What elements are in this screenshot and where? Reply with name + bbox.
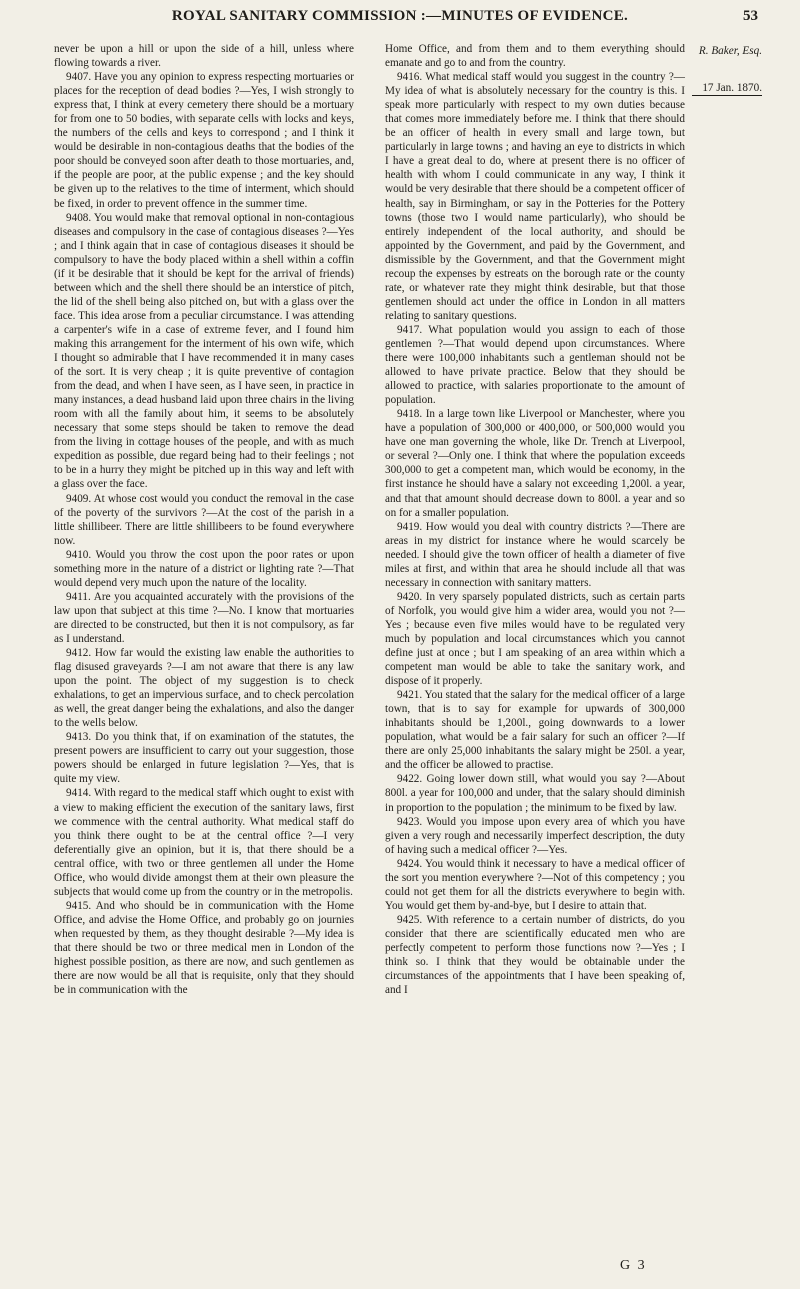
paragraph: 9412. How far would the existing law enable the authorities to flag disused graveyards ?—I am not aware that there is any law upon the point. The object of my suggestion is to check exhalations, to get an impervious surface, and to check percolation as well, the great danger being the exhalations, and also the danger to the wells below.: [54, 647, 354, 730]
witness-margin-note: R. Baker, Esq.: [698, 45, 762, 57]
left-column: [54, 42, 354, 997]
paragraph: 9417. What population would you assign to each of those gentlemen ?—That would depend upon circumstances. Where there were 100,000 inhabitants such a gentleman should not be allowed to have private practice. Below that they should be allowed to practice, with salaries proportionate to the amount of population.: [385, 323, 685, 407]
signature-mark: G 3: [620, 1258, 647, 1273]
paragraph: 9413. Do you think that, if on examination of the statutes, the present powers are insufficient to carry out your suggestion, those powers should be enlarged in future legislation ?—Yes, that is quite my view.: [54, 731, 354, 786]
paragraph: 9418. In a large town like Liverpool or Manchester, where you have a population of 300,000 or 400,000, or 500,000 would you have one man governing the whole, like Dr. Trench at Liverpool, or several ?—Only one. I think that where the population exceeds 300,000 to get a competent man, which would be economy, in the first instance he should have a salary not exceeding 1,200l. a year, and that that amount should decrease down to 800l. a year and so on for a smaller population.: [385, 408, 685, 519]
paragraph: 9409. At whose cost would you conduct the removal in the case of the poverty of the survivors ?—At the cost of the parish in a little shillibeer. There are little shillibeers to be found everywhere now.: [54, 492, 354, 547]
paragraph: 9422. Going lower down still, what would you say ?—About 800l. a year for 100,000 and under, that the salary should diminish in proportion to the population ; the minimum to be fixed by law.: [385, 773, 685, 814]
paragraph: 9414. With regard to the medical staff which ought to exist with a view to making efficient the execution of the sanitary laws, first we commence with the central authority. What medical staff do you think there ought to be at the central office ?—I very deferentially give an opinion, but it is, that there should be a central office, with two or three gentlemen all under the Home Office, who would divide amongst them at their own pleasure the subjects that would come up from the country or in the metropolis.: [54, 787, 354, 898]
paragraph: 9421. You stated that the salary for the medical officer of a large town, that is to say for example for upwards of 300,000 inhabitants should be 1,200l., going downwards to a lower population, what would be a fair salary for such an officer ?—If there are only 25,000 inhabitants the salary might be 250l. a year, and the officer be allowed to practise.: [385, 689, 685, 772]
paragraph: 9415. And who should be in communication with the Home Office, and advise the Home Office, and probably go on journies when requested by them, as they thought desirable ?—My idea is that there should be two or three medical men in London of the highest possible position, as there are now, and such gentlemen as there are now would be all that is requisite, only that they should be in communication with the: [54, 899, 354, 997]
page-header: [0, 6, 800, 36]
paragraph: 9416. What medical staff would you suggest in the country ?—My idea of what is absolutely necessary for the country is this. I speak more particularly with respect to my own duties because that comes more immediately before me. I think that there should be an officer of health in every small and large town, but particularly in large towns ; and having an eye to districts in which I have a great deal to do, where at present there is no officer of health with whom I could communicate in any way, I think it would be very desirable that there should be a competent officer of health, say in Birmingham, or say in the Potteries for the Pottery towns (those two I would name particularly), who should be entirely independent of the local authority, and should be appointed by the Government, and paid by the Government, and dismissible by the Government, and that the Government might recoup the expenses by estreats on the borough rate or the county rate, or whatever rate they might think desirable, but that those gentlemen should act under the office in London in all matters relating to sanitary questions.: [385, 71, 685, 322]
paragraph: 9423. Would you impose upon every area of which you have given a very rough and necessarily imperfect description, the duty of having such a medical officer ?—Yes.: [385, 815, 685, 856]
paragraph: 9411. Are you acquainted accurately with the provisions of the law upon that subject at this time ?—No. I know that mortuaries are directed to be constructed, but then it is not compulsory, as far as I understand.: [54, 590, 354, 645]
paragraph: 9408. You would make that removal optional in non-contagious diseases and compulsory in the case of contagious diseases ?—Yes ; and I think again that in case of contagious diseases it should be compulsory to have the body placed within a shell within a coffin (if it be desirable that it should be kept for the arrival of friends) between which and the shell there should be an interstice of pitch, the lid of the shell being also pitched on, but with a glass over the face. This idea arose from a peculiar circumstance. I was attending a carpenter's wife in a case of extreme fever, and I found him making this arrangement for the interment of his own wife, which I thought so admirable that I have recommended it in many cases of the sort. It is very cheap ; it is quite preventive of contagion from the dead, and when I have seen, as I have seen, in practice in many instances, a dead husband laid upon three chairs in the living room with all the family about him, it seems to be absolutely necessary that some steps should be taken to remove the dead from the living in cottage houses of the people, and with as much expedition as possible, due regard being had to their feelings ; not to be in a hurry they might be pitched up in this way and left with a glass over the face.: [54, 211, 354, 491]
paragraph: Home Office, and from them and to them everything should emanate and go to and from the country.: [385, 43, 685, 70]
paragraph: 9420. In very sparsely populated districts, such as certain parts of Norfolk, you would give him a wider area, would you not ?—Yes ; because even five miles would have to be regulated very much by population and local circumstances which you cannot define just at once ; but I am speaking of an area within which a competent man would be able to take the sanitary work, and dispose of it properly.: [385, 590, 685, 688]
page-number: 53: [743, 8, 758, 24]
paragraph: 9407. Have you any opinion to express respecting mortuaries or places for the reception of dead bodies ?—Yes, I wish strongly to express that, I think at every cemetery there should be a mortuary for from one to 50 bodies, with separate cells with locks and keys, the numbers of the cells and keys to correspond ; and I think it would be desirable in non-contagious deaths that the bodies of the poor should be conveyed soon after death to those mortuaries, and, if the people are poor, at the public expense ; and the key should be given up to the relatives to the time of interment, which should be fixed, in order to prevent offence in the summer time.: [54, 71, 354, 210]
paragraph: 9424. You would think it necessary to have a medical officer of the sort you mention everywhere ?—Not of this competency ; you could not get them for all the districts everywhere to begin with. You would get them by-and-bye, but I desire to attain that.: [385, 857, 685, 912]
paragraph: 9410. Would you throw the cost upon the poor rates or upon something more in the nature of a district or lighting rate ?—That would depend very much upon the nature of the locality.: [54, 548, 354, 589]
right-column: [385, 42, 685, 997]
paragraph: never be upon a hill or upon the side of a hill, unless where flowing towards a river.: [54, 43, 354, 70]
paragraph: 9419. How would you deal with country districts ?—There are areas in my district for instance where he would scarcely be needed. I should give the town officer of health a diameter of five miles at first, and within that area he should include all that was necessary in connection with sanitary matters.: [385, 520, 685, 589]
date-margin-note: 17 Jan. 1870.: [692, 82, 762, 96]
running-head: ROYAL SANITARY COMMISSION :—MINUTES OF EVIDENCE.: [171, 8, 629, 24]
paragraph: 9425. With reference to a certain number of districts, do you consider that there are scientifically educated men who are perfectly competent to perform those functions now ?—Yes ; I think so. I think that they would be obtainable under the circumstances of the appointments that I have been speaking of, and I: [385, 913, 685, 997]
